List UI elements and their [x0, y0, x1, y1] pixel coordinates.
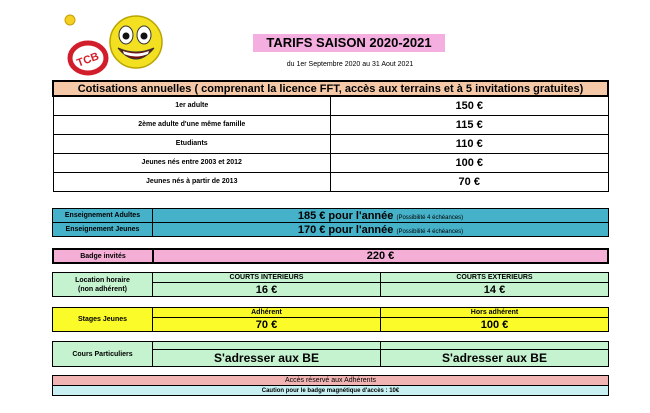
enseignement-label: Enseignement Jeunes	[53, 223, 153, 237]
location-label-line2: (non adhérent)	[78, 285, 127, 293]
enseignement-price: 185 € pour l'année	[297, 209, 394, 222]
enseignement-table	[52, 208, 609, 237]
location-price: 14 €	[381, 283, 609, 297]
badge-price: 220 €	[153, 249, 608, 263]
location-label	[53, 273, 153, 297]
season-dates: du 1er Septembre 2020 au 31 Aout 2021	[286, 61, 414, 68]
cotisation-price: 70 €	[331, 172, 609, 191]
table-row	[53, 115, 608, 134]
stages-label: Stages Jeunes	[53, 308, 153, 332]
enseignement-note: (Possibilité 4 échéances)	[396, 214, 464, 221]
table-row	[53, 81, 608, 96]
smiley-face-icon	[110, 16, 162, 68]
column-header: Adhérent	[153, 308, 381, 318]
cotisation-label: Jeunes nés à partir de 2013	[53, 172, 331, 191]
page-title: TARIFS SAISON 2020-2021	[253, 34, 445, 52]
location-label-line1: Location horaire	[75, 276, 130, 284]
table-row	[53, 342, 609, 350]
caution-notice: Caution pour le badge magnétique d'accès : 10€	[53, 386, 609, 396]
enseignement-price: 170 € pour l'année	[297, 223, 394, 236]
cotisations-table	[52, 80, 609, 192]
location-table	[52, 272, 609, 297]
badge-label: Badge invités	[53, 249, 153, 263]
cotisation-price: 100 €	[331, 153, 609, 172]
acces-table	[52, 375, 609, 396]
table-row	[53, 153, 608, 172]
cours-label: Cours Particuliers	[53, 342, 153, 367]
table-row	[53, 273, 609, 283]
table-row	[53, 223, 609, 237]
stages-table	[52, 307, 609, 332]
table-row	[53, 376, 609, 386]
cotisation-label: 2ème adulte d'une même famille	[53, 115, 331, 134]
club-logo	[62, 14, 170, 76]
cotisation-label: Jeunes nés entre 2003 et 2012	[53, 153, 331, 172]
logo-text: TCB	[75, 50, 101, 70]
column-header: COURTS EXTERIEURS	[381, 273, 609, 283]
column-header: COURTS INTERIEURS	[153, 273, 381, 283]
stage-price: 100 €	[381, 318, 609, 332]
table-row	[53, 308, 609, 318]
table-row	[53, 386, 609, 396]
enseignement-label: Enseignement Adultes	[53, 209, 153, 223]
column-header: Hors adhérent	[381, 308, 609, 318]
cotisation-price: 110 €	[331, 134, 609, 153]
acces-notice: Accès réservé aux Adhérents	[53, 376, 609, 386]
empty-cell	[153, 342, 381, 350]
small-ball-icon	[65, 15, 75, 25]
cotisation-label: Etudiants	[53, 134, 331, 153]
location-price: 16 €	[153, 283, 381, 297]
cours-table	[52, 341, 609, 367]
table-row	[53, 249, 608, 263]
enseignement-price-cell	[153, 209, 609, 223]
empty-cell	[381, 342, 609, 350]
enseignement-note: (Possibilité 4 échéances)	[396, 228, 464, 235]
cours-contact: S'adresser aux BE	[153, 350, 381, 367]
cours-contact: S'adresser aux BE	[381, 350, 609, 367]
cotisation-label: 1er adulte	[53, 96, 331, 115]
cotisations-header: Cotisations annuelles ( comprenant la licence FFT, accès aux terrains et à 5 invitations gratuites)	[53, 81, 608, 96]
table-row	[53, 172, 608, 191]
table-row	[53, 96, 608, 115]
cotisation-price: 150 €	[331, 96, 609, 115]
badge-table	[52, 248, 609, 264]
stage-price: 70 €	[153, 318, 381, 332]
table-row	[53, 209, 609, 223]
enseignement-price-cell	[153, 223, 609, 237]
table-row	[53, 134, 608, 153]
cotisation-price: 115 €	[331, 115, 609, 134]
